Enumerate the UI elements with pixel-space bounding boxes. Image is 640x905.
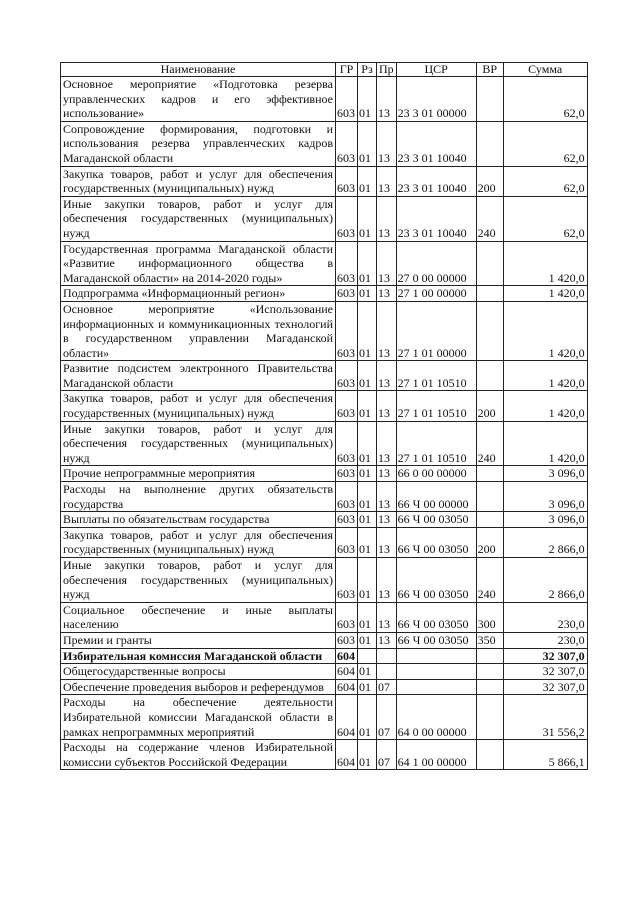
cell-csr: 23 3 01 10040 [396,196,476,241]
cell-vr [476,695,503,740]
cell-vr [476,286,503,302]
cell-vr [476,241,503,286]
cell-gr: 603 [336,361,358,391]
cell-csr [396,648,476,664]
cell-name: Сопровождение формирования, подготовки и использования резерва управленческих кадров Магаданской области [61,121,336,166]
cell-pr: 07 [377,695,397,740]
table-row [61,301,588,360]
cell-gr: 603 [336,301,358,360]
header-name: Наименование [61,63,336,77]
cell-pr: 13 [377,241,397,286]
table-row [61,286,588,302]
cell-sum: 32 307,0 [503,664,587,680]
cell-vr: 200 [476,527,503,557]
table-row [61,695,588,740]
cell-csr: 27 0 00 00000 [396,241,476,286]
cell-vr [476,664,503,680]
cell-sum: 3 096,0 [503,482,587,512]
cell-csr: 66 Ч 00 00000 [396,482,476,512]
cell-pr: 13 [377,77,397,122]
cell-rz: 01 [358,632,377,648]
cell-rz: 01 [358,602,377,632]
cell-gr: 603 [336,286,358,302]
cell-vr [476,466,503,482]
cell-pr: 13 [377,121,397,166]
cell-pr: 07 [377,679,397,695]
cell-rz: 01 [358,512,377,528]
header-csr: ЦСР [396,63,476,77]
cell-sum: 62,0 [503,166,587,196]
cell-rz [358,648,377,664]
cell-sum: 32 307,0 [503,648,587,664]
cell-vr: 300 [476,602,503,632]
cell-name: Социальное обеспечение и иные выплаты населению [61,602,336,632]
table-row [61,512,588,528]
cell-rz: 01 [358,77,377,122]
cell-rz: 01 [358,558,377,603]
cell-rz: 01 [358,695,377,740]
cell-gr: 603 [336,527,358,557]
table-row [61,527,588,557]
cell-csr [396,679,476,695]
cell-name: Иные закупки товаров, работ и услуг для обеспечения государственных (муниципальных) нужд [61,421,336,466]
cell-pr: 13 [377,286,397,302]
cell-pr [377,648,397,664]
cell-csr: 66 Ч 00 03050 [396,512,476,528]
cell-csr: 66 Ч 00 03050 [396,602,476,632]
cell-name: Расходы на выполнение других обязательств государства [61,482,336,512]
cell-rz: 01 [358,121,377,166]
cell-name: Общегосударственные вопросы [61,664,336,680]
cell-csr: 27 1 01 10510 [396,391,476,421]
table-body [61,77,588,770]
table-row [61,482,588,512]
cell-vr: 200 [476,166,503,196]
cell-vr: 240 [476,558,503,603]
cell-gr: 604 [336,648,358,664]
cell-name: Премии и гранты [61,632,336,648]
cell-rz: 01 [358,527,377,557]
table-row [61,121,588,166]
table-row [61,196,588,241]
table-row [61,77,588,122]
cell-gr: 603 [336,466,358,482]
cell-csr: 23 3 01 10040 [396,166,476,196]
cell-pr: 13 [377,391,397,421]
cell-vr [476,121,503,166]
cell-vr [476,361,503,391]
cell-sum: 1 420,0 [503,301,587,360]
cell-gr: 603 [336,241,358,286]
cell-pr: 13 [377,527,397,557]
table-row [61,679,588,695]
cell-pr: 13 [377,558,397,603]
header-gr: ГР [336,63,358,77]
cell-rz: 01 [358,286,377,302]
cell-name: Иные закупки товаров, работ и услуг для обеспечения государственных (муниципальных) нужд [61,558,336,603]
cell-pr: 13 [377,632,397,648]
table-row [61,391,588,421]
cell-pr: 07 [377,740,397,770]
table-row [61,241,588,286]
cell-pr: 13 [377,602,397,632]
header-sum: Сумма [503,63,587,77]
table-row [61,361,588,391]
cell-name: Расходы на обеспечение деятельности Избирательной комиссии Магаданской области в рамках непрограммных мероприятий [61,695,336,740]
cell-sum: 62,0 [503,121,587,166]
cell-csr: 64 1 00 00000 [396,740,476,770]
cell-gr: 603 [336,77,358,122]
table-row [61,602,588,632]
cell-name: Иные закупки товаров, работ и услуг для обеспечения государственных (муниципальных) нужд [61,196,336,241]
cell-name: Основное мероприятие «Использование информационных и коммуникационных технологий в государственном управлении Магаданской области» [61,301,336,360]
cell-sum: 3 096,0 [503,512,587,528]
cell-name: Прочие непрограммные мероприятия [61,466,336,482]
cell-sum: 31 556,2 [503,695,587,740]
cell-pr [377,664,397,680]
table-row [61,632,588,648]
cell-gr: 603 [336,512,358,528]
cell-csr: 23 3 01 10040 [396,121,476,166]
cell-rz: 01 [358,679,377,695]
cell-vr [476,679,503,695]
table-row [61,466,588,482]
cell-csr: 23 3 01 00000 [396,77,476,122]
cell-vr [476,301,503,360]
cell-name: Избирательная комиссия Магаданской области [61,648,336,664]
cell-rz: 01 [358,466,377,482]
cell-sum: 2 866,0 [503,527,587,557]
cell-rz: 01 [358,391,377,421]
cell-name: Выплаты по обязательствам государства [61,512,336,528]
cell-gr: 604 [336,679,358,695]
cell-vr: 240 [476,421,503,466]
cell-rz: 01 [358,166,377,196]
cell-csr: 66 Ч 00 03050 [396,527,476,557]
cell-gr: 603 [336,482,358,512]
cell-gr: 604 [336,664,358,680]
cell-gr: 604 [336,695,358,740]
cell-gr: 603 [336,121,358,166]
cell-sum: 62,0 [503,77,587,122]
cell-sum: 2 866,0 [503,558,587,603]
header-vr: ВР [476,63,503,77]
cell-sum: 1 420,0 [503,361,587,391]
cell-sum: 62,0 [503,196,587,241]
cell-name: Развитие подсистем электронного Правительства Магаданской области [61,361,336,391]
cell-gr: 603 [336,196,358,241]
cell-sum: 1 420,0 [503,391,587,421]
cell-name: Закупка товаров, работ и услуг для обеспечения государственных (муниципальных) нужд [61,391,336,421]
cell-csr: 64 0 00 00000 [396,695,476,740]
cell-rz: 01 [358,241,377,286]
cell-pr: 13 [377,196,397,241]
cell-name: Закупка товаров, работ и услуг для обеспечения государственных (муниципальных) нужд [61,166,336,196]
cell-name: Закупка товаров, работ и услуг для обеспечения государственных (муниципальных) нужд [61,527,336,557]
cell-gr: 603 [336,558,358,603]
cell-vr [476,512,503,528]
header-row [61,63,588,77]
cell-vr [476,648,503,664]
cell-vr: 240 [476,196,503,241]
cell-vr: 350 [476,632,503,648]
table-row [61,664,588,680]
cell-rz: 01 [358,740,377,770]
cell-name: Основное мероприятие «Подготовка резерва управленческих кадров и его эффективное использование» [61,77,336,122]
cell-gr: 604 [336,740,358,770]
cell-pr: 13 [377,361,397,391]
cell-vr [476,482,503,512]
cell-pr: 13 [377,301,397,360]
cell-rz: 01 [358,361,377,391]
cell-rz: 01 [358,664,377,680]
cell-name: Государственная программа Магаданской области «Развитие информационного общества в Магаданской области» на 2014-2020 годы» [61,241,336,286]
cell-name: Подпрограмма «Информационный регион» [61,286,336,302]
cell-csr: 27 1 01 10510 [396,361,476,391]
table-row [61,648,588,664]
cell-gr: 603 [336,391,358,421]
cell-sum: 5 866,1 [503,740,587,770]
cell-sum: 230,0 [503,602,587,632]
cell-vr: 200 [476,391,503,421]
cell-pr: 13 [377,466,397,482]
header-rz: Рз [358,63,377,77]
cell-sum: 3 096,0 [503,466,587,482]
cell-gr: 603 [336,421,358,466]
table-row [61,421,588,466]
cell-sum: 230,0 [503,632,587,648]
cell-pr: 13 [377,166,397,196]
cell-sum: 32 307,0 [503,679,587,695]
cell-sum: 1 420,0 [503,421,587,466]
cell-sum: 1 420,0 [503,241,587,286]
table-row [61,166,588,196]
budget-table [60,62,588,770]
cell-csr: 66 Ч 00 03050 [396,632,476,648]
header-pr: Пр [377,63,397,77]
cell-gr: 603 [336,166,358,196]
cell-pr: 13 [377,482,397,512]
cell-gr: 603 [336,632,358,648]
cell-csr: 66 Ч 00 03050 [396,558,476,603]
table-row [61,740,588,770]
cell-vr [476,77,503,122]
cell-name: Расходы на содержание членов Избирательной комиссии субъектов Российской Федерации [61,740,336,770]
cell-sum: 1 420,0 [503,286,587,302]
cell-pr: 13 [377,512,397,528]
cell-rz: 01 [358,196,377,241]
cell-pr: 13 [377,421,397,466]
table-row [61,558,588,603]
cell-csr [396,664,476,680]
cell-vr [476,740,503,770]
cell-rz: 01 [358,421,377,466]
cell-name: Обеспечение проведения выборов и референдумов [61,679,336,695]
cell-csr: 27 1 01 00000 [396,301,476,360]
cell-gr: 603 [336,602,358,632]
cell-csr: 66 0 00 00000 [396,466,476,482]
cell-rz: 01 [358,482,377,512]
cell-csr: 27 1 00 00000 [396,286,476,302]
cell-csr: 27 1 01 10510 [396,421,476,466]
cell-rz: 01 [358,301,377,360]
